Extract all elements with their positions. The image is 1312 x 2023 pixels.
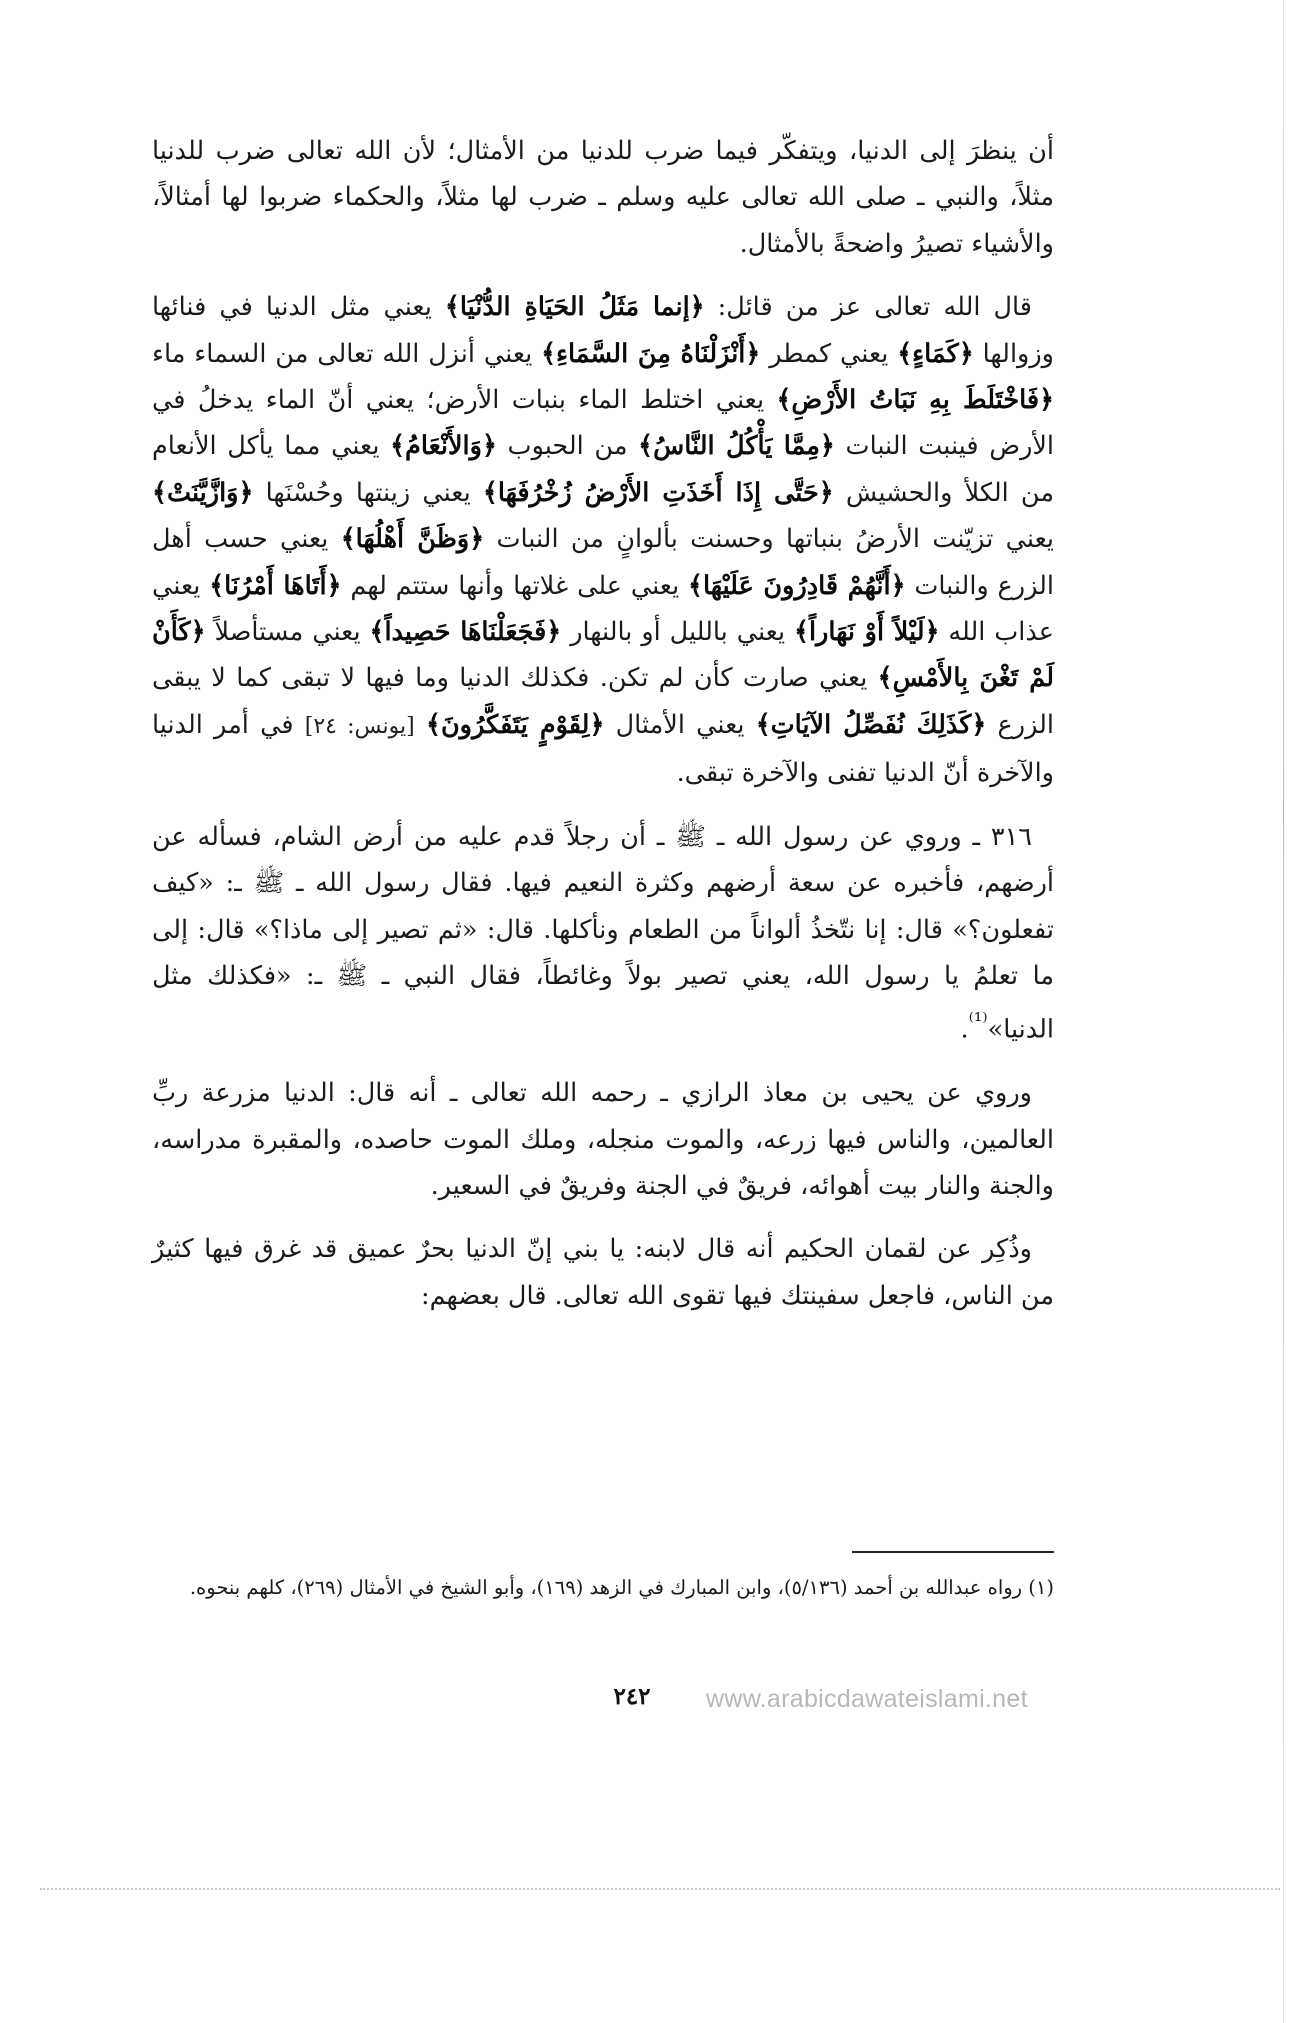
paragraph-text: يعني بالليل أو بالنهار <box>561 617 794 648</box>
paragraph-yahya-quote <box>152 1070 1054 1209</box>
footnote-separator <box>852 1551 1054 1553</box>
paragraph-text <box>415 710 426 740</box>
paragraph-text: . <box>960 1014 969 1045</box>
quran-verse: ﴿وَظَنَّ أَهْلُهَا﴾ <box>340 524 485 555</box>
quran-verse: ﴿أَتَاهَا أَمْرُنَا﴾ <box>209 570 342 601</box>
quran-verse: ﴿وَالأَنْعَامُ﴾ <box>390 431 497 462</box>
paragraph-text: وروي عن يحيى بن معاذ الرازي ـ رحمه الله تعالى ـ أنه قال: الدنيا مزرعة ربِّ العالمين، والناس فيها زرعه، والموت منجله، وملك الموت حاصده، والمقبرة مدراسه، والجنة والنار بيت أهوائه، فريقٌ في الجنة وفريقٌ في السعير. <box>152 1078 1054 1202</box>
paragraph-hadith-316 <box>152 814 1054 1054</box>
footnotes-section <box>152 1572 1054 1603</box>
quran-verse: ﴿فَاخْتَلَطَ بِهِ نَبَاتُ الأَرْضِ﴾ <box>776 385 1055 416</box>
paragraph-quran-commentary <box>152 284 1054 796</box>
quran-verse: ﴿كَمَاءٍ﴾ <box>897 338 974 369</box>
scan-edge-line <box>1283 0 1284 2023</box>
paragraph-text: قال الله تعالى عز من قائل: <box>704 292 1032 323</box>
paragraph-text: يعني حسب أهل الزرع والنبات <box>152 524 1055 601</box>
quran-verse: ﴿فَجَعَلْنَاهَا حَصِيداً﴾ <box>369 617 562 648</box>
paragraph-text: يعني صارت كأن لم تكن. فكذلك الدنيا وما فيها لا تبقى كما لا يبقى الزرع <box>152 663 1054 740</box>
quran-verse: ﴿أَنْزَلْنَاهُ مِنَ السَّمَاءِ﴾ <box>541 338 761 369</box>
paragraph-text: يعني أنزل الله تعالى من السماء ماء <box>152 338 542 369</box>
website-watermark: www.arabicdawateislami.net <box>706 1685 1028 1713</box>
paragraph-text: يعني مثل الدنيا في فنائها وزوالها <box>152 292 1054 369</box>
paragraph-text: يعني اختلط الماء بنبات الأرض؛ يعني أنّ الماء يدخلُ في الأرض فينبت النبات <box>152 385 1055 462</box>
footnote-marker: ⁽¹⁾ <box>968 1009 988 1035</box>
page-number: ٢٤٢ <box>613 1683 651 1710</box>
quran-verse: ﴿أَنَّهُمْ قَادِرُونَ عَلَيْهَا﴾ <box>688 570 906 601</box>
paragraph-text: يعني مستأصلاً <box>205 617 370 648</box>
quran-verse: ﴿كَذَلِكَ نُفَصِّلُ الآيَاتِ﴾ <box>755 709 987 740</box>
paragraph-text: يعني تزيّنت الأرضُ بنباتها وحسنت بألوانٍ من النبات <box>484 524 1055 555</box>
quran-verse: ﴿لَيْلاً أَوْ نَهَاراً﴾ <box>794 617 940 648</box>
quran-verse: ﴿إنما مَثَلُ الحَيَاةِ الدُّنْيَا﴾ <box>444 292 705 323</box>
quran-verse: ﴿مِمَّا يَأْكُلُ النَّاسُ﴾ <box>638 431 835 462</box>
surah-reference: [يونس: ٢٤] <box>304 713 415 739</box>
paragraph-text: يعني مما يأكل الأنعام من الكلأ والحشيش <box>152 431 1055 508</box>
quran-verse: ﴿كَأَنْ لَمْ تَغْنَ بِالأَمْسِ﴾ <box>152 617 1055 694</box>
paragraph-text: أن ينظرَ إلى الدنيا، ويتفكّر فيما ضرب للدنيا من الأمثال؛ لأن الله تعالى ضرب للدنيا مثلاً، والنبي ـ صلى الله تعالى عليه وسلم ـ ضرب لها مثلاً، والحكماء ضربوا لها أمثالاً، والأشياء تصيرُ واضحةً بالأمثال. <box>152 136 1054 259</box>
scan-edge-dotted-line <box>40 1888 1280 1890</box>
quran-verse: ﴿لِقَوْمٍ يَتَفَكَّرُونَ﴾ <box>426 709 605 740</box>
paragraph-text: وذُكِر عن لقمان الحكيم أنه قال لابنه: يا بني إنّ الدنيا بحرٌ عميق قد غرق فيها كثيرٌ من الناس، فاجعل سفينتك فيها تقوى الله تعالى. قال بعضهم: <box>152 1234 1054 1311</box>
paragraph-luqman-quote <box>152 1226 1054 1319</box>
paragraph-text: يعني زينتها وحُسْنَها <box>253 477 483 508</box>
main-text-body <box>152 128 1054 1336</box>
paragraph-text: يعني عذاب الله <box>152 570 1054 648</box>
quran-verse: ﴿حَتَّى إِذَا أَخَذَتِ الأَرْضُ زُخْرُفَهَا﴾ <box>482 477 834 508</box>
paragraph-text: يعني كمطر <box>760 338 898 369</box>
paragraph-text: يعني الأمثال <box>604 709 756 740</box>
paragraph-text: في أمر الدنيا والآخرة أنّ الدنيا تفنى والآخرة تبقى. <box>152 709 1054 789</box>
footnote-1: (١) رواه عبدالله بن أحمد (٥/١٣٦)، وابن المبارك في الزهد (١٦٩)، وأبو الشيخ في الأمثال (٢٦٩)، كلهم بنحوه. <box>189 1576 1054 1599</box>
paragraph-text: يعني على غلاتها وأنها ستتم لهم <box>341 570 689 601</box>
paragraph-text: ٣١٦ ـ وروي عن رسول الله ـ ﷺ ـ أن رجلاً قدم عليه من أرض الشام، فسأله عن أرضهم، فأخبره عن سعة أرضهم وكثرة النعيم فيها. فقال رسول الله ـ ﷺ ـ: «كيف تفعلون؟» قال: إنا نتّخذُ ألواناً من الطعام ونأكلها. قال: «ثم تصير إلى ماذا؟» قال: إلى ما تعلمُ يا رسول الله، يعني تصير بولاً وغائطاً، فقال النبي ـ ﷺ ـ: «فكذلك مثل الدنيا» <box>152 821 1054 1045</box>
paragraph-text: من الحبوب <box>496 431 639 462</box>
quran-verse: ﴿وَازَّيَّنَتْ﴾ <box>152 477 254 508</box>
paragraph-intro <box>152 128 1054 267</box>
